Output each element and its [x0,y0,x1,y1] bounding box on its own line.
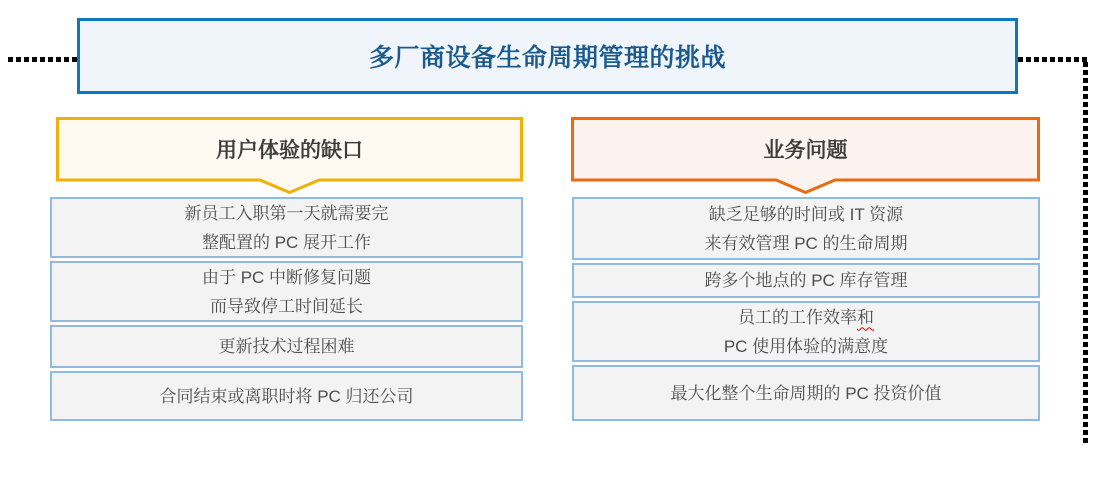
header-business-issues-label: 业务问题 [763,139,848,162]
header-business-issues [571,117,1040,195]
item-line: 跨多个地点的 PC 库存管理 [704,271,908,290]
spellcheck-squiggle-text: 和 [857,307,874,327]
header-user-experience-label: 用户体验的缺口 [216,139,363,162]
title-box [77,18,1018,94]
item-line: 新员工入职第一天就需要完 [184,203,389,223]
header-user-experience [56,117,523,195]
item-line: 缺乏足够的时间或 IT 资源 [708,204,904,224]
item-line: 最大化整个生命周期的 PC 投资价值 [670,383,942,403]
item-list-user-experience [50,197,523,421]
list-item [50,325,523,368]
list-item [572,197,1040,260]
list-item [572,263,1040,298]
item-line: 来有效管理 PC 的生命周期 [704,233,908,253]
list-item [572,301,1040,362]
list-item [50,261,523,322]
item-line [738,303,874,332]
item-line: 合同结束或离职时将 PC 归还公司 [159,386,414,406]
dotted-connector-right-vertical [1083,62,1088,445]
list-item [572,365,1040,421]
list-item [50,371,523,421]
item-list-business-issues [572,197,1040,421]
item-line: 更新技术过程困难 [218,337,355,356]
list-item [50,197,523,258]
item-line: 整配置的 PC 展开工作 [201,232,372,252]
item-line: PC 使用体验的满意度 [723,336,889,356]
item-line-text: 员工的工作效率 [738,307,857,327]
item-line: 而导致停工时间延长 [210,296,363,316]
dotted-connector-left [8,57,77,62]
item-line: 由于 PC 中断修复问题 [201,267,372,287]
diagram-title: 多厂商设备生命周期管理的挑战 [368,44,726,72]
dotted-connector-right-horizontal [1018,57,1088,62]
